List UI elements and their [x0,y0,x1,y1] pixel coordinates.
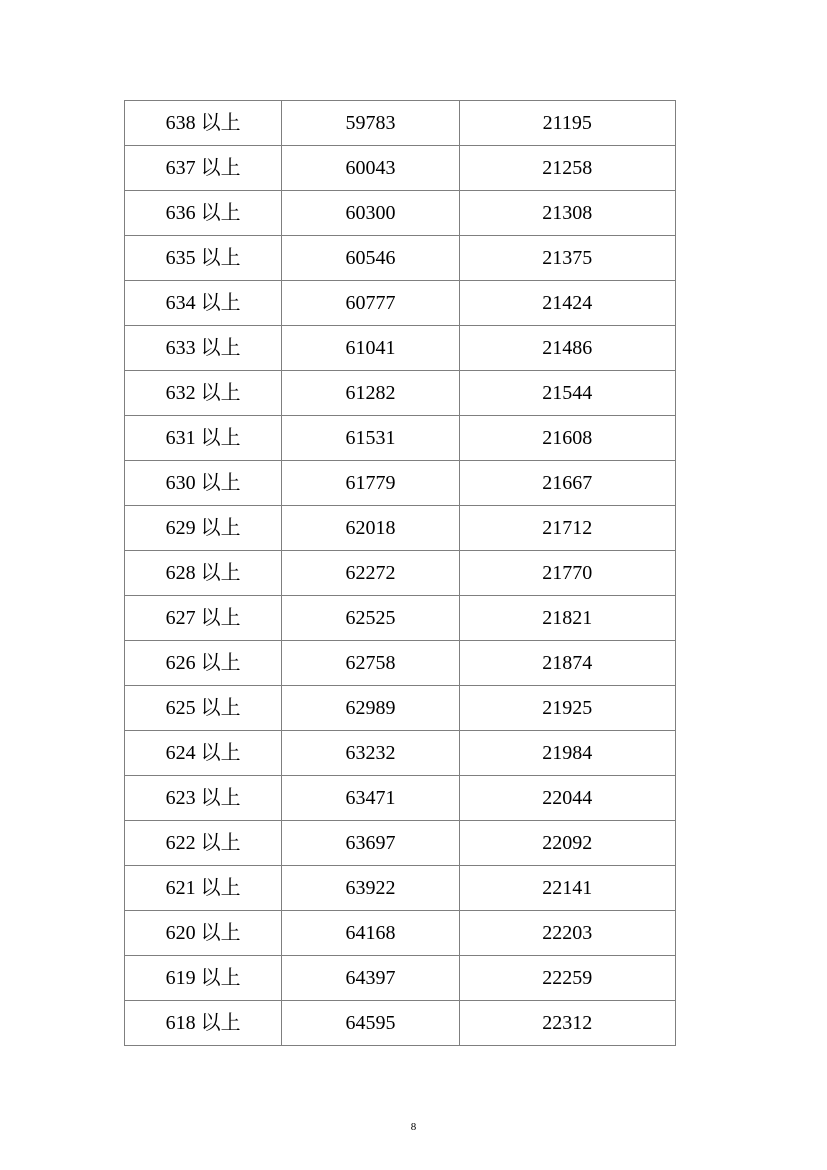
table-row [125,911,676,956]
score-cell: 635 以上 [125,236,282,281]
score-cell: 626 以上 [125,641,282,686]
count-a-cell: 61282 [282,371,459,416]
count-a-cell: 62758 [282,641,459,686]
count-b-cell: 21195 [459,101,675,146]
table-row [125,371,676,416]
count-b-cell: 21770 [459,551,675,596]
table-row [125,416,676,461]
table-row [125,596,676,641]
count-a-cell: 63471 [282,776,459,821]
table-row [125,506,676,551]
table-row [125,281,676,326]
count-a-cell: 64595 [282,1001,459,1046]
count-a-cell: 60546 [282,236,459,281]
count-a-cell: 61041 [282,326,459,371]
score-cell: 625 以上 [125,686,282,731]
count-b-cell: 22092 [459,821,675,866]
table-row [125,686,676,731]
count-a-cell: 64397 [282,956,459,1001]
count-b-cell: 22141 [459,866,675,911]
table-row [125,146,676,191]
table-row [125,731,676,776]
count-b-cell: 21874 [459,641,675,686]
score-cell: 627 以上 [125,596,282,641]
count-a-cell: 64168 [282,911,459,956]
table-row [125,326,676,371]
count-b-cell: 21984 [459,731,675,776]
table-row [125,236,676,281]
count-b-cell: 22044 [459,776,675,821]
score-cell: 623 以上 [125,776,282,821]
table-row [125,956,676,1001]
count-a-cell: 62989 [282,686,459,731]
count-b-cell: 22259 [459,956,675,1001]
count-a-cell: 61531 [282,416,459,461]
count-b-cell: 21544 [459,371,675,416]
score-cell: 637 以上 [125,146,282,191]
table-row [125,641,676,686]
count-a-cell: 61779 [282,461,459,506]
count-b-cell: 21375 [459,236,675,281]
score-cell: 619 以上 [125,956,282,1001]
score-cell: 621 以上 [125,866,282,911]
table-row [125,866,676,911]
count-b-cell: 21821 [459,596,675,641]
score-cell: 633 以上 [125,326,282,371]
count-b-cell: 21424 [459,281,675,326]
score-cell: 618 以上 [125,1001,282,1046]
score-cell: 630 以上 [125,461,282,506]
count-b-cell: 22312 [459,1001,675,1046]
score-cell: 624 以上 [125,731,282,776]
page-number: 8 [410,1121,417,1133]
count-a-cell: 62525 [282,596,459,641]
count-a-cell: 63232 [282,731,459,776]
score-cell: 634 以上 [125,281,282,326]
score-cell: 629 以上 [125,506,282,551]
score-cell: 631 以上 [125,416,282,461]
count-a-cell: 63697 [282,821,459,866]
table-row [125,1001,676,1046]
count-a-cell: 60043 [282,146,459,191]
count-b-cell: 21608 [459,416,675,461]
score-cell: 620 以上 [125,911,282,956]
score-cell: 622 以上 [125,821,282,866]
count-a-cell: 60777 [282,281,459,326]
table-row [125,101,676,146]
count-b-cell: 22203 [459,911,675,956]
count-b-cell: 21925 [459,686,675,731]
table-row [125,821,676,866]
count-b-cell: 21308 [459,191,675,236]
score-table-body [125,101,676,1046]
count-b-cell: 21258 [459,146,675,191]
count-a-cell: 62018 [282,506,459,551]
count-a-cell: 60300 [282,191,459,236]
table-row [125,551,676,596]
score-cell: 632 以上 [125,371,282,416]
count-a-cell: 62272 [282,551,459,596]
score-cell: 638 以上 [125,101,282,146]
count-b-cell: 21712 [459,506,675,551]
table-row [125,776,676,821]
count-b-cell: 21486 [459,326,675,371]
count-a-cell: 59783 [282,101,459,146]
table-row [125,191,676,236]
count-b-cell: 21667 [459,461,675,506]
count-a-cell: 63922 [282,866,459,911]
score-cell: 636 以上 [125,191,282,236]
score-cell: 628 以上 [125,551,282,596]
score-table [124,100,676,1046]
table-row [125,461,676,506]
